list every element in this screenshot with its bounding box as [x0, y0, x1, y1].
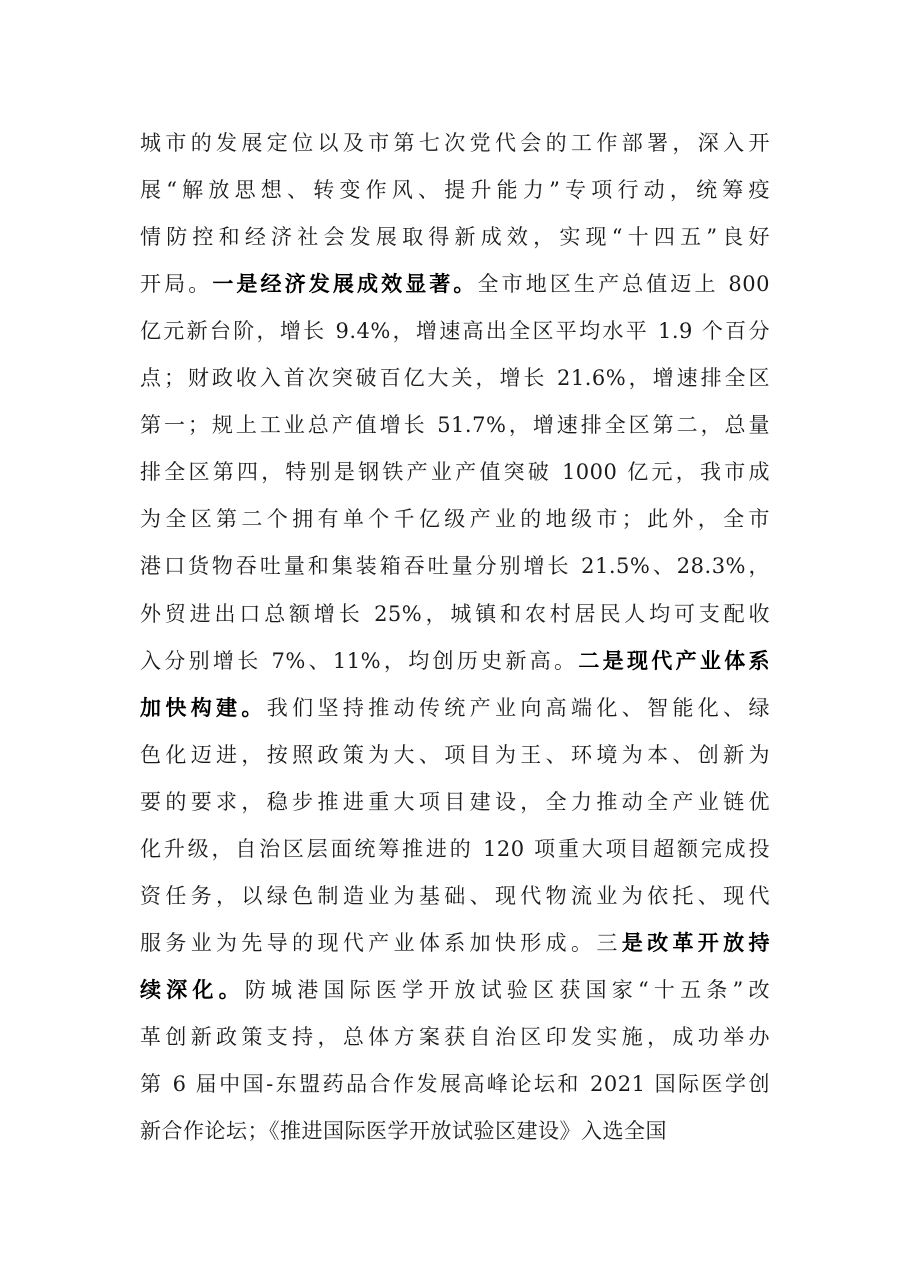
text-run: 入分别增长 7%、11%，均创历史新高。 [140, 648, 579, 673]
text-run: 展“解放思想、转变作风、提升能力”专项行动，统筹疫 [140, 178, 770, 203]
text-run: 港口货物吞吐量和集装箱吞吐量分别增长 21.5%、28.3%， [140, 554, 770, 579]
text-line [140, 688, 770, 728]
text-run: 色化迈进，按照政策为大、项目为王、环境为本、创新为 [140, 742, 770, 767]
text-run: 第一；规上工业总产值增长 51.7%，增速排全区第二，总量 [140, 413, 770, 438]
text-line [140, 499, 770, 539]
text-line [140, 405, 770, 445]
text-line [140, 876, 770, 916]
text-run: 情防控和经济社会发展取得新成效，实现“十四五”良好 [140, 225, 770, 250]
text-run: 点；财政收入首次突破百亿大关，增长 21.6%，增速排全区 [140, 366, 770, 391]
bold-heading-run: 一是经济发展成效显著。 [212, 271, 478, 297]
text-line [140, 594, 770, 634]
bold-heading-run: 是改革开放持 [621, 929, 771, 955]
bold-heading-run: 二是现代产业体系 [578, 647, 770, 673]
text-run: 化升级，自治区层面统筹推进的 120 项重大项目超额完成投 [140, 836, 770, 861]
text-line [140, 452, 770, 492]
text-run: 资任务，以绿色制造业为基础、现代物流业为依托、现代 [140, 883, 770, 908]
text-run: 为全区第二个拥有单个千亿级产业的地级市；此外，全市 [140, 507, 770, 532]
text-line [140, 264, 770, 304]
text-line [140, 782, 770, 822]
text-run: 新合作论坛；《推进国际医学开放试验区建设》入选全国 [140, 1119, 667, 1144]
text-line [140, 641, 770, 681]
text-run: 革创新政策支持，总体方案获自治区印发实施，成功举办 [140, 1024, 770, 1049]
text-line [140, 735, 770, 775]
text-line [140, 1111, 770, 1151]
text-run: 我们坚持推动传统产业向高端化、智能化、绿 [266, 695, 771, 720]
text-line [140, 546, 770, 586]
text-line [140, 1017, 770, 1057]
text-run: 第 6 届中国-东盟药品合作发展高峰论坛和 2021 国际医学创 [140, 1072, 770, 1096]
text-line [140, 358, 770, 398]
text-run: 服务业为先导的现代产业体系加快形成。三 [140, 930, 622, 955]
text-line [140, 970, 770, 1010]
bold-heading-run: 加快构建。 [140, 694, 267, 720]
text-run: 排全区第四，特别是钢铁产业产值突破 1000 亿元，我市成 [140, 460, 770, 485]
text-line [140, 170, 770, 210]
text-line [140, 1064, 770, 1104]
text-run: 城市的发展定位以及市第七次党代会的工作部署，深入开 [140, 131, 770, 155]
text-run: 开局。 [140, 272, 213, 297]
text-line [140, 217, 770, 257]
text-run: 要的要求，稳步推进重大项目建设，全力推动全产业链优 [140, 789, 770, 814]
text-run: 全市地区生产总值迈上 800 [477, 272, 770, 297]
text-line [140, 123, 770, 163]
text-run: 亿元新台阶，增长 9.4%，增速高出全区平均水平 1.9 个百分 [140, 319, 770, 344]
text-line [140, 311, 770, 351]
text-line [140, 923, 770, 963]
text-line [140, 829, 770, 869]
text-run: 外贸进出口总额增长 25%，城镇和农村居民人均可支配收 [140, 601, 770, 626]
bold-heading-run: 续深化。 [140, 976, 245, 1002]
text-run: 防城港国际医学开放试验区获国家“十五条”改 [244, 977, 770, 1002]
